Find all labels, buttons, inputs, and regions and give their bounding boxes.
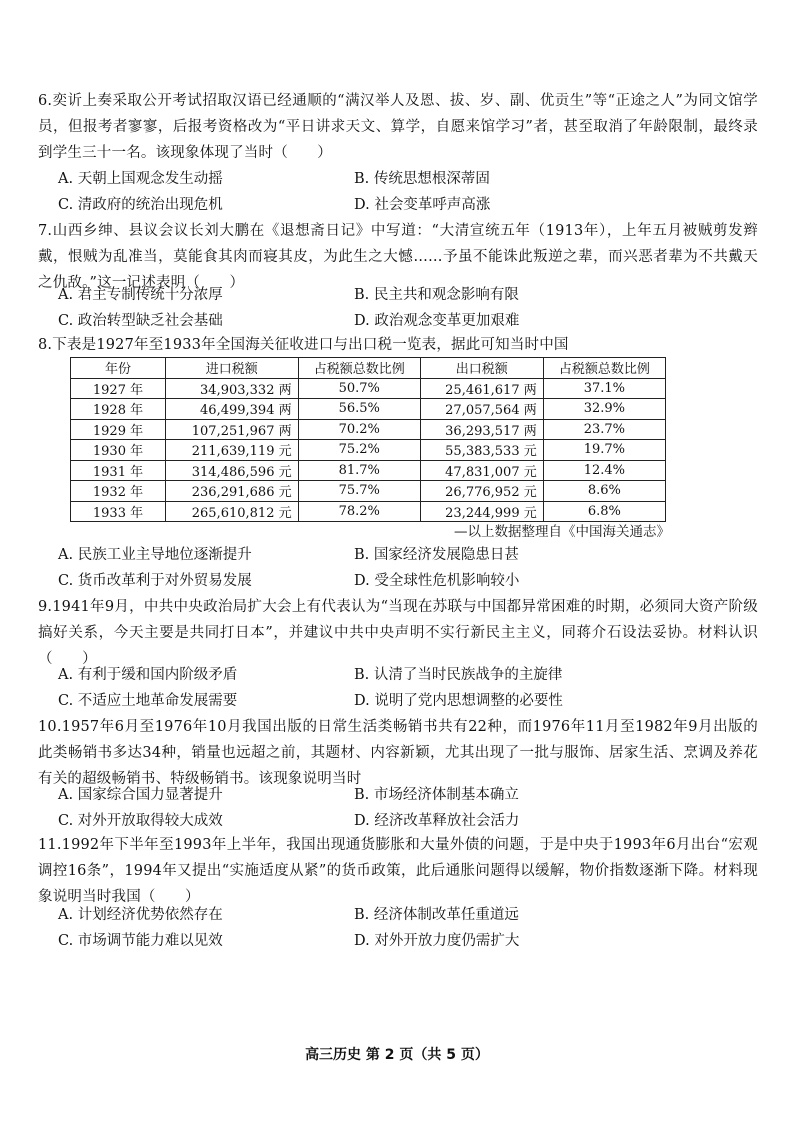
table-row xyxy=(71,440,666,461)
cell-export-tax: 27,057,564 两 xyxy=(420,399,543,420)
cell-year: 1932 年 xyxy=(71,481,166,502)
option-d: D. 经济改革释放社会活力 xyxy=(354,813,520,829)
option-d: D. 说明了党内思想调整的必要性 xyxy=(354,693,563,709)
option-d: D. 政治观念变革更加艰难 xyxy=(354,313,520,329)
header-import-tax: 进口税额 xyxy=(166,358,299,379)
table-row xyxy=(71,460,666,481)
table-header-row xyxy=(71,358,666,379)
option-b: B. 传统思想根深蒂固 xyxy=(354,171,490,187)
cell-export-tax: 47,831,007 元 xyxy=(420,460,543,481)
question-10-stem: 10.1957年6月至1976年10月我国出版的日常生活类畅销书共有22种，而1976年11月至1982年9月出版的此类畅销书多达34种，销量也远超之前，其题材、内容新颖，尤其出现了一批与服饰、居家生活、烹调及养花有关的超级畅销书、特级畅销书。该现象说明当时 xyxy=(38,719,758,787)
question-9-stem: 9.1941年9月，中共中央政治局扩大会上有代表认为“当现在苏联与中国都异常困难的时期，必须同大资产阶级搞好关系，今天主要是共同打日本”，并建议中共中央声明不实行新民主主义，同蒋介石设法妥协。材料认识（ ） xyxy=(38,599,758,667)
table-row xyxy=(71,399,666,420)
option-a: A. 计划经济优势依然存在 xyxy=(58,907,223,923)
table-source-note: —以上数据整理自《中国海关通志》 xyxy=(454,524,670,540)
cell-year: 1929 年 xyxy=(71,419,166,440)
option-b: B. 认清了当时民族战争的主旋律 xyxy=(354,667,563,683)
cell-import-tax: 314,486,596 元 xyxy=(166,460,299,481)
header-export-ratio: 占税额总数比例 xyxy=(543,358,665,379)
cell-export-ratio: 12.4% xyxy=(543,460,665,481)
cell-export-ratio: 23.7% xyxy=(543,419,665,440)
table-row xyxy=(71,419,666,440)
cell-year: 1933 年 xyxy=(71,501,166,522)
option-d: D. 社会变革呼声高涨 xyxy=(354,197,491,213)
option-b: B. 市场经济体制基本确立 xyxy=(354,787,519,803)
cell-import-ratio: 56.5% xyxy=(298,399,420,420)
cell-import-tax: 236,291,686 元 xyxy=(166,481,299,502)
option-c: C. 市场调节能力难以见效 xyxy=(58,933,223,949)
cell-import-tax: 211,639,119 元 xyxy=(166,440,299,461)
cell-year: 1931 年 xyxy=(71,460,166,481)
question-7-stem: 7.山西乡绅、县议会议长刘大鹏在《退想斋日记》中写道：“大清宣统五年（1913年），上年五月被贼剪发辫戴，恨贼为乱准当，莫能食其肉而寝其皮，为此生之大憾……予虽不能诛此叛逆之辈，而兴恶者辈为不共戴天之仇敌。”这一记述表明（ ） xyxy=(38,223,758,291)
cell-import-ratio: 75.7% xyxy=(298,481,420,502)
cell-import-ratio: 70.2% xyxy=(298,419,420,440)
cell-export-tax: 25,461,617 两 xyxy=(420,378,543,399)
question-11-stem: 11.1992年下半年至1993年上半年，我国出现通货膨胀和大量外债的问题，于是中央于1993年6月出台“宏观调控16条”，1994年又提出“实施适度从紧”的货币政策，此后通胀问题得以缓解，物价指数逐渐下降。材料现象说明当时我国（ ） xyxy=(38,837,758,905)
cell-export-tax: 36,293,517 两 xyxy=(420,419,543,440)
header-import-ratio: 占税额总数比例 xyxy=(298,358,420,379)
cell-import-ratio: 50.7% xyxy=(298,378,420,399)
option-a: A. 有利于缓和国内阶级矛盾 xyxy=(58,667,238,683)
question-6-stem: 6.奕䜣上奏采取公开考试招取汉语已经通顺的“满汉举人及恩、拔、岁、副、优贡生”等“正途之人”为同文馆学员，但报考者寥寥，后报考资格改为“平日讲求天文、算学，自愿来馆学习”者，甚至取消了年龄限制，最终录到学生三十一名。该现象体现了当时（ ） xyxy=(38,93,758,161)
cell-export-ratio: 19.7% xyxy=(543,440,665,461)
cell-import-tax: 46,499,394 两 xyxy=(166,399,299,420)
cell-export-tax: 26,776,952 元 xyxy=(420,481,543,502)
cell-export-ratio: 37.1% xyxy=(543,378,665,399)
option-c: C. 不适应土地革命发展需要 xyxy=(58,693,238,709)
option-a: A. 国家综合国力显著提升 xyxy=(58,787,223,803)
option-a: A. 君主专制传统十分浓厚 xyxy=(58,287,223,303)
table-row xyxy=(71,378,666,399)
option-c: C. 政治转型缺乏社会基础 xyxy=(58,313,223,329)
option-b: B. 民主共和观念影响有限 xyxy=(354,287,519,303)
option-c: C. 对外开放取得较大成效 xyxy=(58,813,223,829)
cell-year: 1928 年 xyxy=(71,399,166,420)
header-year: 年份 xyxy=(71,358,166,379)
option-d: D. 对外开放力度仍需扩大 xyxy=(354,933,520,949)
header-export-tax: 出口税额 xyxy=(420,358,543,379)
page-footer: 高三历史 第 2 页（共 5 页） xyxy=(305,1047,489,1063)
cell-export-tax: 23,244,999 元 xyxy=(420,501,543,522)
option-c: C. 清政府的统治出现危机 xyxy=(58,197,223,213)
cell-import-tax: 107,251,967 两 xyxy=(166,419,299,440)
cell-import-ratio: 75.2% xyxy=(298,440,420,461)
option-c: C. 货币改革利于对外贸易发展 xyxy=(58,573,252,589)
cell-export-tax: 55,383,533 元 xyxy=(420,440,543,461)
cell-export-ratio: 8.6% xyxy=(543,481,665,502)
table-row xyxy=(71,501,666,522)
option-b: B. 经济体制改革任重道远 xyxy=(354,907,519,923)
cell-year: 1930 年 xyxy=(71,440,166,461)
cell-import-ratio: 78.2% xyxy=(298,501,420,522)
option-a: A. 天朝上国观念发生动摇 xyxy=(58,171,223,187)
customs-tax-table xyxy=(70,357,666,522)
cell-export-ratio: 6.8% xyxy=(543,501,665,522)
option-b: B. 国家经济发展隐患日甚 xyxy=(354,547,519,563)
table-row xyxy=(71,481,666,502)
cell-import-tax: 265,610,812 元 xyxy=(166,501,299,522)
cell-export-ratio: 32.9% xyxy=(543,399,665,420)
cell-import-tax: 34,903,332 两 xyxy=(166,378,299,399)
option-a: A. 民族工业主导地位逐渐提升 xyxy=(58,547,252,563)
cell-year: 1927 年 xyxy=(71,378,166,399)
question-8-stem: 8.下表是1927年至1933年全国海关征收进口与出口税一览表，据此可知当时中国 xyxy=(38,337,569,353)
cell-import-ratio: 81.7% xyxy=(298,460,420,481)
option-d: D. 受全球性危机影响较小 xyxy=(354,573,520,589)
